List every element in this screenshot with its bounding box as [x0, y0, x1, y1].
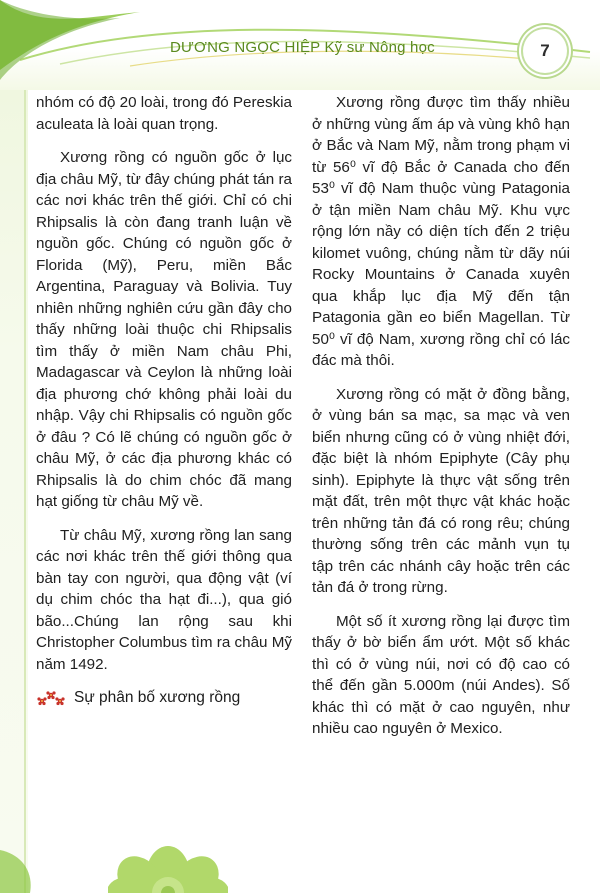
left-band-divider: [24, 70, 26, 893]
section-heading-text: Sự phân bố xương rồng: [74, 689, 241, 706]
right-text-column: [312, 92, 570, 752]
left-paragraph-2: Xương rồng có nguồn gốc ở lục địa châu Mỹ, từ đây chúng phát tán ra các nơi khác trên thế giới. Chỉ có chi Rhipsalis là còn đang tranh luận về nguồn gốc. Chúng có nguồn gốc ở Florida (Mỹ), Peru, miền Bắc Argentina, Paraguay và Bolivia. Tuy nhiên những nghiên cứu gần đây cho thấy những loài thuộc chi Rhipsalis tìm thấy ở miền Nam châu Phi, Madagascar và Ceylon là những loài địa phương chớ không phải loài du nhập. Vậy chi Rhipsalis có nguồn gốc ở đâu ? Có lẽ chúng có nguồn gốc ở châu Mỹ, ở các địa phương khác có Rhipsalis là do chim chóc đã mang hạt giống từ châu Mỹ về.: [36, 149, 292, 510]
left-text-column: [36, 92, 292, 709]
bottom-flower-decoration: [108, 818, 228, 893]
section-heading: [36, 687, 292, 709]
right-paragraph-2: Xương rồng có mặt ở đồng bằng, ở vùng bán sa mạc, sa mạc và ven biển nhưng cũng có ở vùng nhiệt đới, đặc biệt là nhóm Epiphyte (Cây phụ sinh). Epiphyte là thực vật sống trên mặt đất, trên một thực vật khác hoặc trên những tản đá có rong rêu; chúng thường sống trên các mảnh vụn tụ tập trên các nhánh cây hoặc trên các tản đá ở trong rừng.: [312, 385, 570, 596]
page-header: [0, 0, 600, 90]
bottom-leaf-decoration: [0, 840, 40, 893]
left-paragraph-1: nhóm có độ 20 loài, trong đó Pereskia aculeata là loài quan trọng.: [36, 94, 292, 133]
left-paragraph-3: Từ châu Mỹ, xương rồng lan sang các nơi khác trên thế giới thông qua bàn tay con người, qua động vật (ví dụ chim chóc tha hạt đi...), qua gió bão...Chúng lan rộng sau khi Christopher Columbus tìm ra châu Mỹ năm 1492.: [36, 526, 292, 673]
page-number-badge: 7: [526, 32, 564, 70]
right-paragraph-3: Một số ít xương rồng lại được tìm thấy ở bờ biển ẩm ướt. Một số khác thì có ở vùng núi, nơi có độ cao có thể đến gần 5.000m (núi Andes). Số khác thì có mặt ở cao nguyên, như nhiều cao nguyên ở Mexico.: [312, 612, 570, 737]
header-author-title: DƯƠNG NGỌC HIỆP Kỹ sư Nông học: [170, 39, 435, 56]
flower-bullet-icon: [36, 689, 66, 707]
right-paragraph-1: Xương rồng được tìm thấy nhiều ở những vùng ấm áp và vùng khô hạn ở Bắc và Nam Mỹ, nằm trong phạm vi từ 56⁰ vĩ độ Bắc ở Canada cho đến 53⁰ vĩ độ Nam thuộc vùng Patagonia ở tận miền Nam châu Mỹ. Khu vực rộng lớn nầy có diện tích đến 2 triệu kilomet vuông, chúng nằm từ dãy núi Rocky Mountains ở Canada xuyên qua khắp lục địa Mỹ đến tận Patagonia gần eo biển Magellan. Từ 50⁰ vĩ độ Nam, xương rồng chỉ có lác đác mà thôi.: [312, 94, 570, 369]
